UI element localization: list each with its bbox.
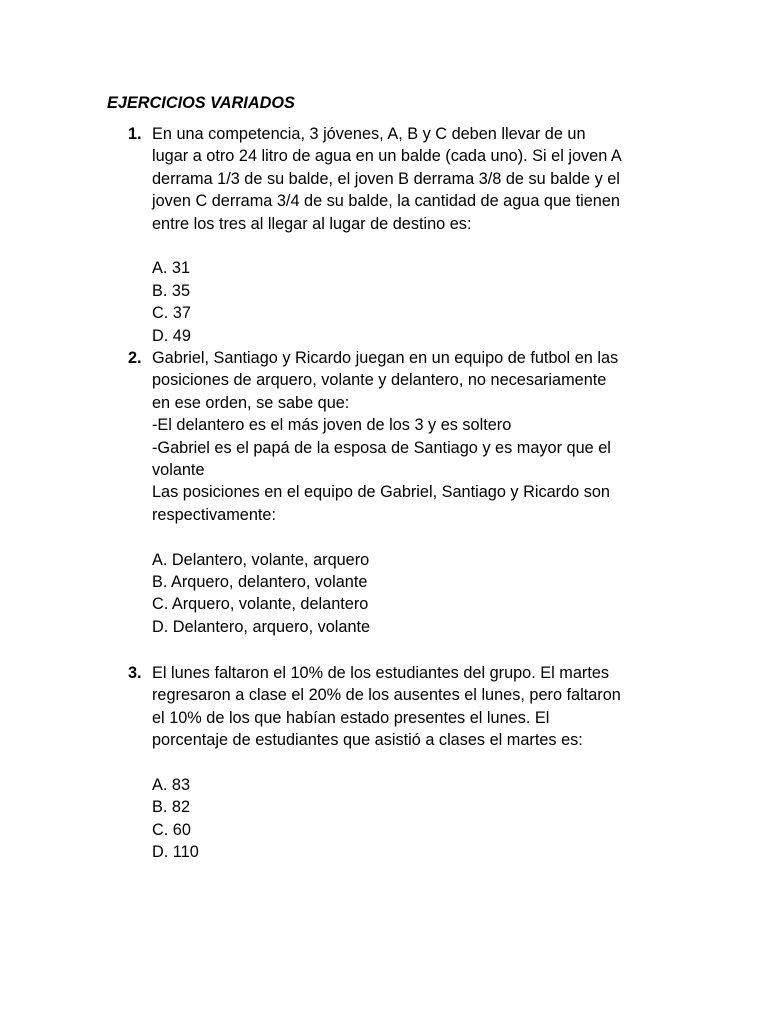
question-text-line: Las posiciones en el equipo de Gabriel, Santiago y Ricardo son	[152, 483, 610, 502]
question-text-line: joven C derrama 3/4 de su balde, la cantidad de agua que tienen	[152, 192, 620, 211]
answer-option: A. 31	[152, 259, 191, 278]
question-text-line: En una competencia, 3 jóvenes, A, B y C deben llevar de un	[152, 125, 586, 143]
question-text-line: en ese orden, se sabe que:	[152, 393, 350, 412]
answer-option: B. 35	[152, 281, 191, 300]
answer-option: C. 60	[152, 820, 191, 839]
question-text-line: posiciones de arquero, volante y delantero, no necesariamente	[152, 371, 607, 390]
answer-option: D. Delantero, arquero, volante	[152, 617, 371, 636]
question-text-line: derrama 1/3 de su balde, el joven B derrama 3/8 de su balde y el	[152, 169, 620, 188]
question-text-line: El lunes faltaron el 10% de los estudiantes del grupo. El martes	[152, 664, 610, 682]
spacer	[152, 235, 672, 257]
question-text-line: -Gabriel es el papá de la esposa de Santiago y es mayor que el	[152, 438, 611, 457]
question-3	[128, 662, 672, 864]
spacer	[152, 526, 672, 548]
answer-option: B. Arquero, delantero, volante	[152, 573, 368, 592]
question-text-line: respectivamente:	[152, 505, 276, 524]
answer-option: D. 49	[152, 326, 191, 345]
spacer	[152, 752, 672, 774]
document-title: EJERCICIOS VARIADOS	[107, 94, 295, 112]
question-2	[128, 347, 672, 638]
question-text-line: el 10% de los que habían estado presentes el lunes. El	[152, 708, 550, 727]
question-number: 1.	[128, 125, 142, 143]
answer-option: B. 82	[152, 798, 191, 817]
question-text-line: Gabriel, Santiago y Ricardo juegan en un equipo de futbol en las	[152, 349, 619, 367]
answer-option: C. Arquero, volante, delantero	[152, 595, 369, 614]
question-text-line: volante	[152, 461, 205, 480]
question-text-line: regresaron a clase el 20% de los ausentes el lunes, pero faltaron	[152, 686, 621, 705]
answer-option: A. Delantero, volante, arquero	[152, 550, 370, 569]
answer-option: D. 110	[152, 843, 199, 862]
question-text-line: entre los tres al llegar al lugar de destino es:	[152, 214, 472, 233]
question-text-line: lugar a otro 24 litro de agua en un balde (cada uno). Si el joven A	[152, 147, 622, 166]
question-text-line: porcentaje de estudiantes que asistió a clases el martes es:	[152, 731, 583, 750]
question-number: 2.	[128, 349, 142, 367]
question-text-line: -El delantero es el más joven de los 3 y es soltero	[152, 416, 512, 435]
answer-option: C. 37	[152, 304, 191, 323]
answer-option: A. 83	[152, 776, 191, 795]
question-1	[128, 123, 672, 347]
question-number: 3.	[128, 664, 142, 682]
